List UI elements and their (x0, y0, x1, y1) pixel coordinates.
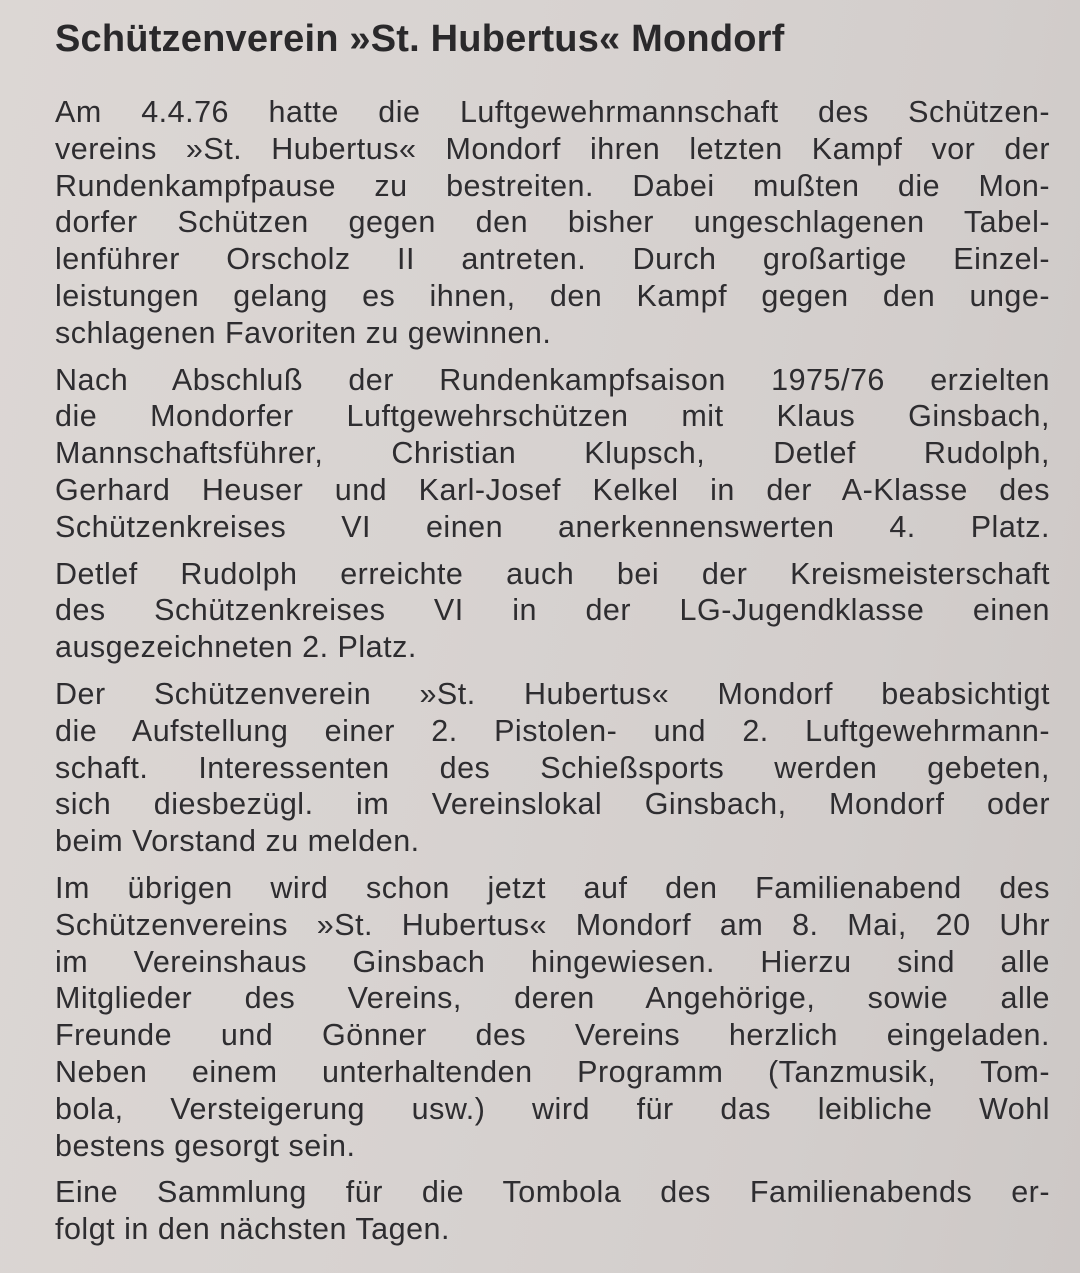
paragraph-3 (55, 556, 1050, 666)
paragraph-4 (55, 676, 1050, 860)
text-line: folgt in den nächsten Tagen. (55, 1212, 450, 1247)
text-line: Am 4.4.76 hatte die Luftgewehrmannschaft des Schützen- (55, 95, 1050, 129)
text-line: bestens gesorgt sein. (55, 1128, 356, 1163)
text-line: schlagenen Favoriten zu gewinnen. (55, 315, 552, 350)
text-line: Neben einem unterhaltenden Programm (Tanzmusik, Tom- (55, 1054, 1050, 1089)
paragraph-1 (55, 94, 1050, 352)
text-line: Freunde und Gönner des Vereins herzlich eingeladen. (55, 1018, 1050, 1053)
text-line: ausgezeichneten 2. Platz. (55, 630, 417, 665)
text-line: beim Vorstand zu melden. (55, 824, 420, 859)
text-line: Rundenkampfpause zu bestreiten. Dabei mußten die Mon- (55, 168, 1050, 203)
text-line: sich diesbezügl. im Vereinslokal Ginsbach, Mondorf oder (55, 787, 1050, 822)
paragraph-5 (55, 870, 1050, 1164)
article-title: Schützenverein »St. Hubertus« Mondorf (55, 18, 785, 60)
paragraph-2 (55, 362, 1050, 546)
text-line: Schützenkreises VI einen anerkennenswerten 4. Platz. (55, 509, 1050, 544)
text-line: leistungen gelang es ihnen, den Kampf gegen den unge- (55, 278, 1050, 313)
text-line: bola, Versteigerung usw.) wird für das leibliche Wohl (55, 1091, 1050, 1126)
article (55, 14, 1050, 1258)
text-line: Gerhard Heuser und Karl-Josef Kelkel in der A-Klasse des (55, 472, 1050, 507)
text-line: Nach Abschluß der Rundenkampfsaison 1975/76 erzielten (55, 362, 1050, 397)
text-line: Eine Sammlung für die Tombola des Familienabends er- (55, 1175, 1050, 1210)
text-line: vereins »St. Hubertus« Mondorf ihren letzten Kampf vor der (55, 131, 1050, 166)
text-line: die Aufstellung einer 2. Pistolen- und 2. Luftgewehrmann- (55, 713, 1050, 748)
text-line: im Vereinshaus Ginsbach hingewiesen. Hierzu sind alle (55, 944, 1050, 979)
text-line: die Mondorfer Luftgewehrschützen mit Klaus Ginsbach, (55, 399, 1050, 434)
text-line: Der Schützenverein »St. Hubertus« Mondorf beabsichtigt (55, 676, 1050, 711)
text-line: Mitglieder des Vereins, deren Angehörige, sowie alle (55, 981, 1050, 1016)
text-line: schaft. Interessenten des Schießsports werden gebeten, (55, 750, 1050, 785)
text-line: dorfer Schützen gegen den bisher ungeschlagenen Tabel- (55, 205, 1050, 240)
text-line: Im übrigen wird schon jetzt auf den Familienabend des (55, 870, 1050, 905)
text-line: lenführer Orscholz II antreten. Durch großartige Einzel- (55, 242, 1050, 277)
text-line: Mannschaftsführer, Christian Klupsch, Detlef Rudolph, (55, 436, 1050, 471)
text-line: des Schützenkreises VI in der LG-Jugendklasse einen (55, 593, 1050, 628)
text-line: Detlef Rudolph erreichte auch bei der Kreismeisterschaft (55, 556, 1050, 591)
text-line: Schützenvereins »St. Hubertus« Mondorf am 8. Mai, 20 Uhr (55, 907, 1050, 942)
paragraph-6 (55, 1174, 1050, 1248)
